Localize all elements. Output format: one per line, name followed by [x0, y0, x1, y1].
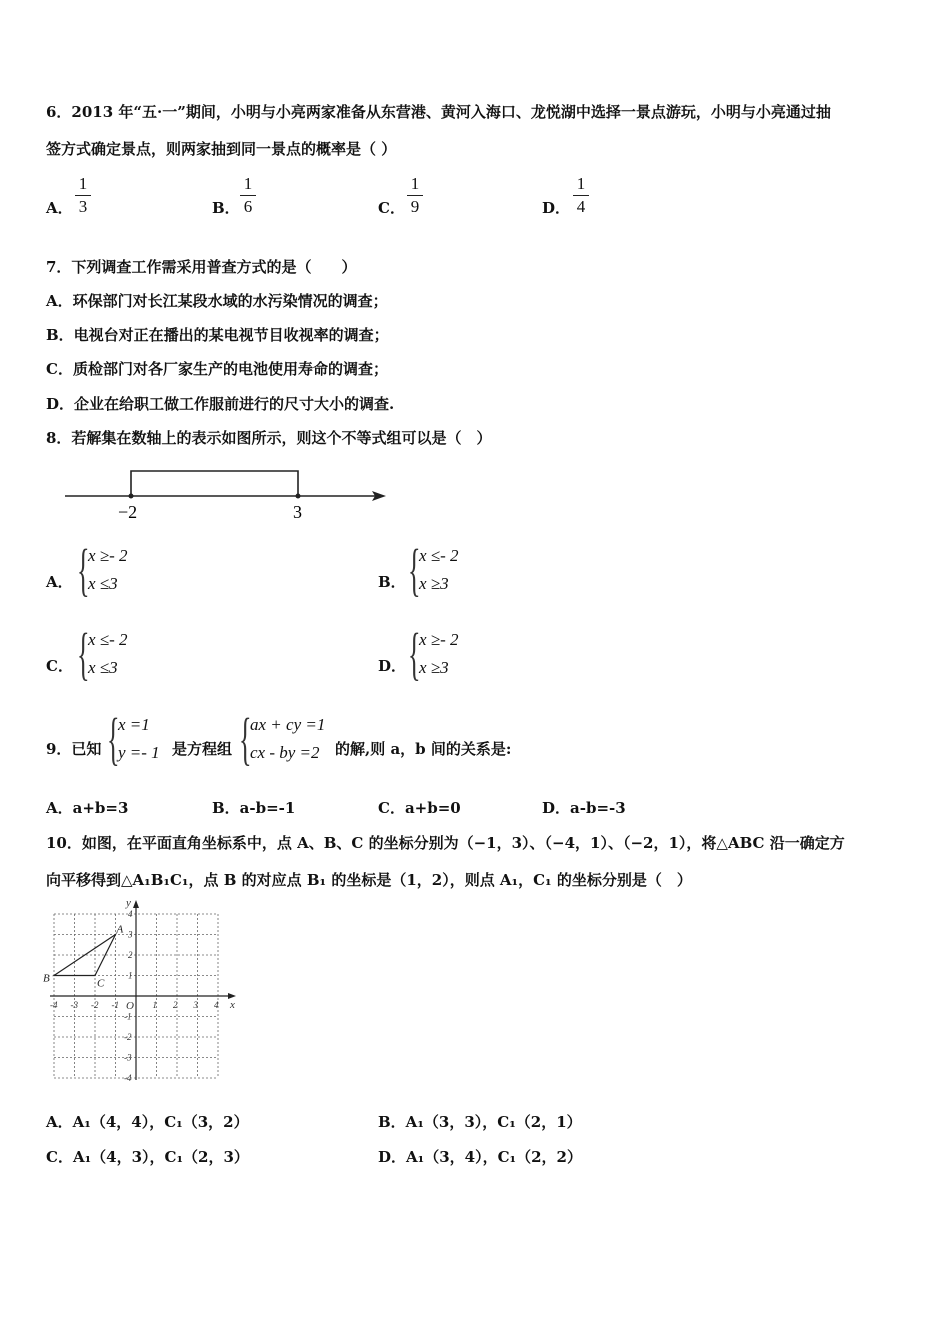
x-tick-label: -3	[70, 1000, 78, 1010]
q8-option-a-label: A．	[46, 573, 73, 591]
x-tick-label: -4	[50, 1000, 58, 1010]
system-row-1: ax + cy =1	[250, 715, 326, 734]
q10-option-c: C．A₁（4，3），C₁（2，3）	[46, 1148, 249, 1166]
q10-stem-line2: 向平移得到△A₁B₁C₁，点 B 的对应点 B₁ 的坐标是（1，2），则点 A₁，C₁ 的坐标分别是（ ）	[46, 871, 692, 889]
fraction-numerator: 1	[243, 174, 253, 193]
system-row-1: x ≤- 2	[88, 630, 128, 649]
left-brace-icon: {	[408, 537, 421, 602]
q8-option-b-system	[419, 542, 459, 598]
system-row-2: y =- 1	[118, 743, 160, 762]
q7-option-b: B．电视台对正在播出的某电视节目收视率的调查；	[46, 326, 389, 344]
q9-option-a: A．a+b=3	[46, 799, 129, 817]
solid-dot-left	[129, 494, 134, 499]
point-label-a: A	[116, 923, 124, 936]
axis-label-right: 3	[293, 502, 302, 522]
system-row-2: x ≥3	[419, 574, 449, 593]
q8-stem: 8．若解集在数轴上的表示如图所示，则这个不等式组可以是（ ）	[46, 429, 492, 447]
y-axis-label: y	[126, 897, 131, 909]
number-line-figure	[60, 462, 400, 524]
system-row-1: x =1	[118, 715, 150, 734]
q7-option-a: A．环保部门对长江某段水域的水污染情况的调查；	[46, 292, 388, 310]
coordinate-grid-figure	[42, 896, 242, 1086]
q8-option-c-system	[88, 626, 128, 682]
x-tick-label: 2	[173, 1000, 178, 1010]
left-brace-icon: {	[239, 706, 252, 771]
q6-option-c-label: C．	[378, 199, 405, 217]
y-tick-label: 4	[128, 909, 133, 919]
fraction-denominator: 9	[410, 197, 420, 216]
origin-label: O	[126, 1000, 134, 1012]
q8-option-a-system	[88, 542, 128, 598]
x-axis-label: x	[230, 999, 235, 1011]
q9-middle-text: 是方程组	[172, 740, 233, 758]
x-tick-label: -2	[91, 1000, 99, 1010]
q10-option-d: D．A₁（3，4），C₁（2，2）	[378, 1148, 582, 1166]
system-row-2: x ≤3	[88, 574, 118, 593]
left-brace-icon: {	[107, 706, 120, 771]
fraction-bar	[573, 195, 589, 196]
y-tick-label: -4	[124, 1073, 132, 1083]
fraction-bar	[75, 195, 91, 196]
y-tick-label: -2	[124, 1032, 132, 1042]
q6-option-c-fraction	[407, 175, 423, 216]
left-brace-icon: {	[77, 537, 90, 602]
y-tick-label: 3	[128, 929, 133, 940]
q8-option-d-system	[419, 626, 459, 682]
q6-stem-line1: 6．2013 年“五·一”期间，小明与小亮两家准备从东营港、黄河入海口、龙悦湖中选择一景点游玩，小明与小亮通过抽	[46, 103, 831, 121]
y-tick-label: 1	[128, 970, 133, 981]
y-tick-label: -3	[124, 1052, 132, 1063]
fraction-denominator: 4	[576, 197, 586, 216]
x-tick-label: 3	[193, 1000, 198, 1010]
q6-stem-line2: 签方式确定景点，则两家抽到同一景点的概率是（ ）	[46, 140, 397, 158]
q6-option-a-fraction	[75, 175, 91, 216]
q10-stem-line1: 10．如图，在平面直角坐标系中，点 A、B、C 的坐标分别为（−1，3）、（−4，1）、（−2，1），将△ABC 沿一确定方	[46, 834, 845, 852]
q7-stem: 7．下列调查工作需采用普查方式的是（ ）	[46, 258, 357, 276]
fraction-numerator: 1	[410, 174, 420, 193]
q6-option-b-fraction	[240, 175, 256, 216]
solid-dot-right	[296, 494, 301, 499]
q8-option-c-label: C．	[46, 657, 73, 675]
system-row-1: x ≤- 2	[419, 546, 459, 565]
q9-prefix: 9．已知	[46, 740, 102, 758]
point-label-b: B	[43, 972, 50, 985]
q9-option-c: C．a+b=0	[378, 799, 461, 817]
left-brace-icon: {	[77, 621, 90, 686]
system-row-2: cx - by =2	[250, 743, 320, 762]
fraction-denominator: 3	[78, 197, 88, 216]
system-row-2: x ≥3	[419, 658, 449, 677]
solution-interval-bracket	[131, 471, 298, 496]
q9-suffix: 的解,则 a，b 间的关系是:	[335, 740, 512, 758]
fraction-numerator: 1	[576, 174, 586, 193]
y-tick-label: 2	[128, 950, 133, 960]
q8-option-d-label: D．	[378, 657, 407, 675]
q6-option-d-label: D．	[542, 199, 571, 217]
fraction-bar	[407, 195, 423, 196]
q8-option-b-label: B．	[378, 573, 406, 591]
q6-option-a-label: A．	[46, 199, 73, 217]
x-tick-label: -1	[111, 1000, 119, 1010]
left-brace-icon: {	[408, 621, 421, 686]
q9-option-d: D．a-b=-3	[542, 799, 626, 817]
fraction-bar	[240, 195, 256, 196]
x-tick-label: 4	[214, 1000, 219, 1010]
q6-option-d-fraction	[573, 175, 589, 216]
y-axis-arrow-icon	[133, 900, 139, 908]
x-tick-label: 1	[152, 1000, 157, 1010]
y-tick-label: -1	[124, 1011, 132, 1022]
fraction-denominator: 6	[243, 197, 253, 216]
fraction-numerator: 1	[78, 174, 88, 193]
q10-option-a: A．A₁（4，4），C₁（3，2）	[46, 1113, 249, 1131]
axes	[50, 900, 236, 1080]
q9-equation-system	[250, 711, 325, 767]
q9-given-solution	[118, 711, 160, 767]
system-row-1: x ≥- 2	[419, 630, 459, 649]
q7-option-d: D．企业在给职工做工作服前进行的尺寸大小的调查.	[46, 395, 395, 413]
q10-option-b: B．A₁（3，3），C₁（2，1）	[378, 1113, 582, 1131]
system-row-1: x ≥- 2	[88, 546, 128, 565]
system-row-2: x ≤3	[88, 658, 118, 677]
axis-label-left: −2	[118, 502, 138, 522]
q9-option-b: B．a-b=-1	[212, 799, 296, 817]
triangle-abc	[43, 924, 124, 990]
point-label-c: C	[97, 977, 105, 990]
tick-labels	[50, 897, 235, 1083]
q6-option-b-label: B．	[212, 199, 240, 217]
q7-option-c: C．质检部门对各厂家生产的电池使用寿命的调查；	[46, 360, 388, 378]
